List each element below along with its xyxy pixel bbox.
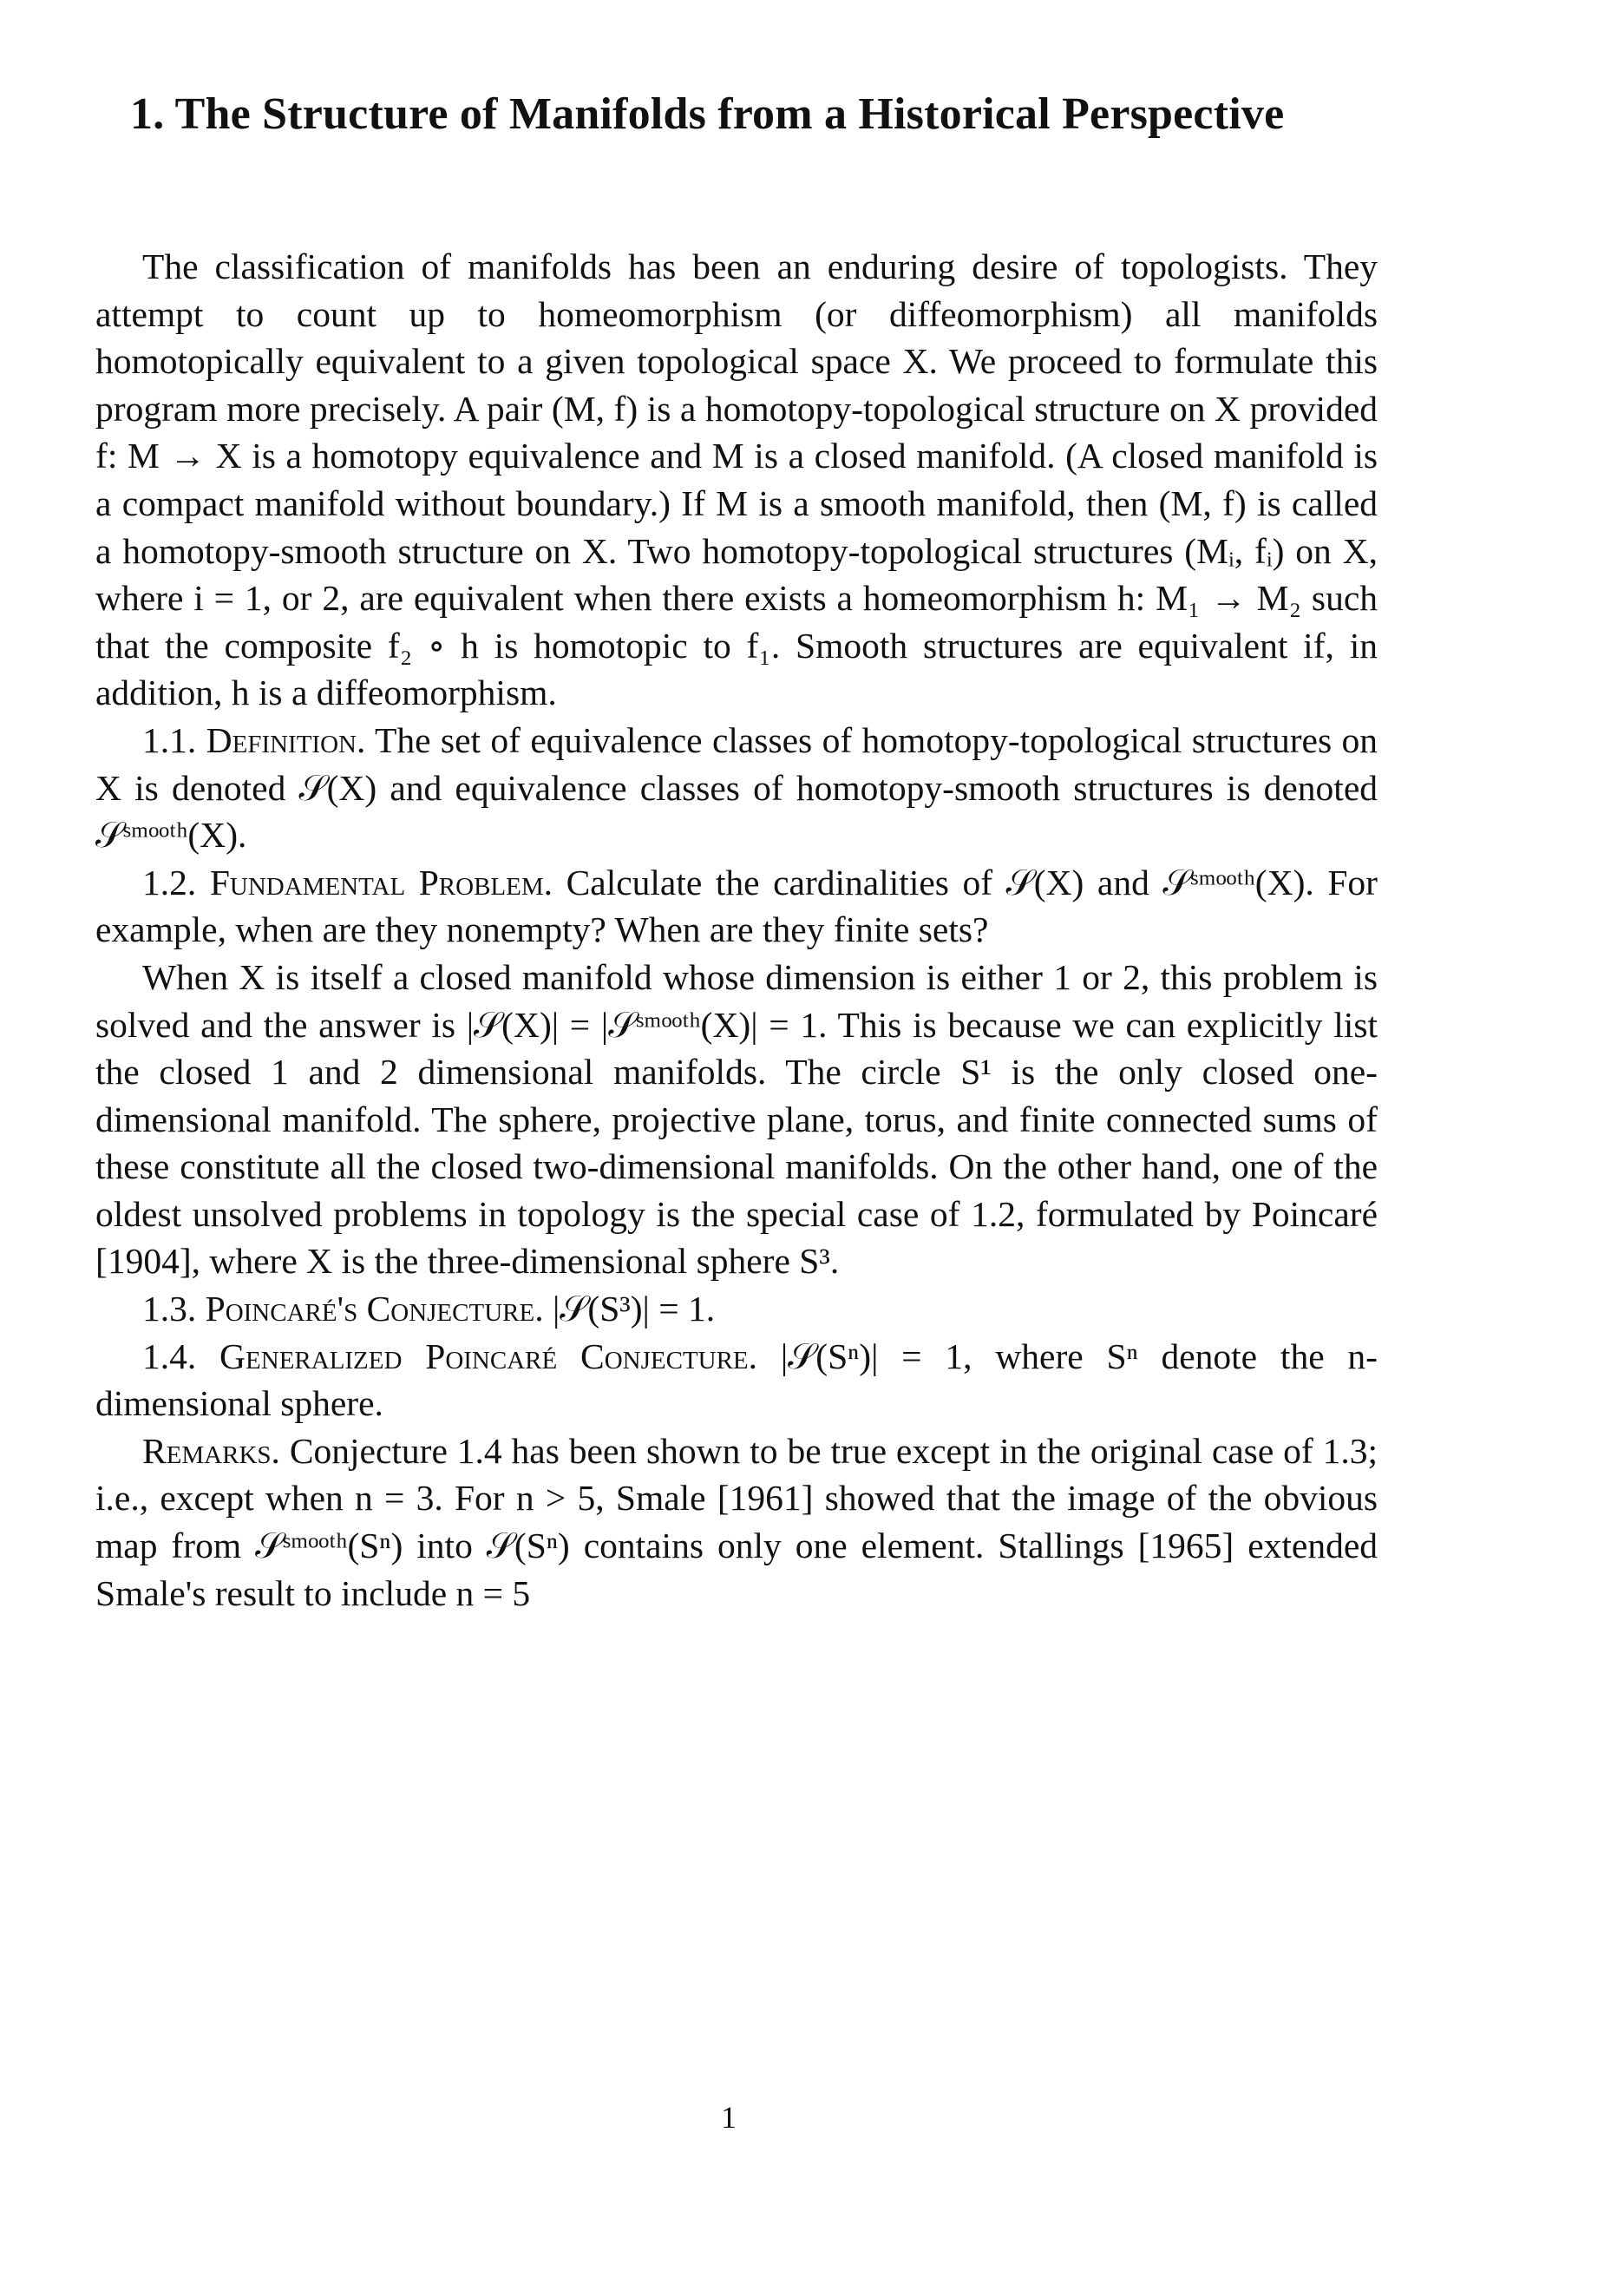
fundamental-problem-label: 1.2. Fundamental Problem. — [142, 862, 553, 902]
body-text — [95, 243, 1378, 1617]
generalized-poincare-label: 1.4. Generalized Poincaré Conjecture. — [142, 1335, 758, 1376]
poincare-text: |𝒮(S³)| = 1. — [552, 1289, 716, 1329]
fundamental-problem-text: Calculate the cardinalities of 𝒮(X) and 𝒮ˢᵐᵒᵒᵗʰ(X). For example, when are they nonempty? When are they finite sets? — [95, 862, 1378, 950]
paragraph-poincare — [95, 1285, 1378, 1333]
definition-label: 1.1. Definition. — [142, 719, 366, 760]
poincare-label: 1.3. Poincaré's Conjecture. — [142, 1289, 544, 1329]
paragraph-fundamental-problem — [95, 859, 1378, 954]
chapter-title: 1. The Structure of Manifolds from a Historical Perspective — [130, 89, 1285, 139]
remarks-label: Remarks. — [142, 1430, 280, 1471]
page-number: 1 — [721, 2100, 737, 2135]
generalized-poincare-text: |𝒮(Sⁿ)| = 1, where Sⁿ denote the n-dimensional sphere. — [95, 1335, 1378, 1424]
paragraph-intro: The classification of manifolds has been an enduring desire of topologists. They attempt to count up to homeomorphism (or diffeomorphism) all manifolds homotopically equivalent to a given topological space X. We proceed to formulate this program more precisely. A pair (M, f) is a homotopy-topological structure on X provided f: M → X is a homotopy equivalence and M is a closed manifold. (A closed manifold is a compact manifold without boundary.) If M is a smooth manifold, then (M, f) is called a homotopy-smooth structure on X. Two homotopy-topological structures (Mᵢ, fᵢ) on X, where i = 1, or 2, are equivalent when there exists a homeomorphism h: M₁ → M₂ such that the composite f₂ ∘ h is homotopic to f₁. Smooth structures are equivalent if, in addition, h is a diffeomorphism. — [95, 246, 1378, 713]
paragraph-generalized-poincare — [95, 1333, 1378, 1427]
paragraph-low-dimensions: When X is itself a closed manifold whose dimension is either 1 or 2, this problem is solved and the answer is |𝒮(X)| = |𝒮ˢᵐᵒᵒᵗʰ(X)| = 1. This is because we can explicitly list the closed 1 and 2 dimensional manifolds. The circle S¹ is the only closed one-dimensional manifold. The sphere, projective plane, torus, and finite connected sums of these constitute all the closed two-dimensional manifolds. On the other hand, one of the oldest unsolved problems in topology is the special case of 1.2, formulated by Poincaré [1904], where X is the three-dimensional sphere S³. — [95, 956, 1378, 1282]
remarks-text: Conjecture 1.4 has been shown to be true except in the original case of 1.3; i.e., except when n = 3. For n > 5, Smale [1961] showed that the image of the obvious map from 𝒮ˢᵐᵒᵒᵗʰ(Sⁿ) into 𝒮(Sⁿ) contains only one element. Stallings [1965] extended Smale's result to include n = 5 — [95, 1430, 1378, 1613]
paragraph-definition — [95, 717, 1378, 859]
paragraph-remarks — [95, 1427, 1378, 1617]
definition-text: The set of equivalence classes of homotopy-topological structures on X is denoted 𝒮(X) and equivalence classes of homotopy-smooth structures is denoted 𝒮ˢᵐᵒᵒᵗʰ(X). — [95, 719, 1378, 856]
